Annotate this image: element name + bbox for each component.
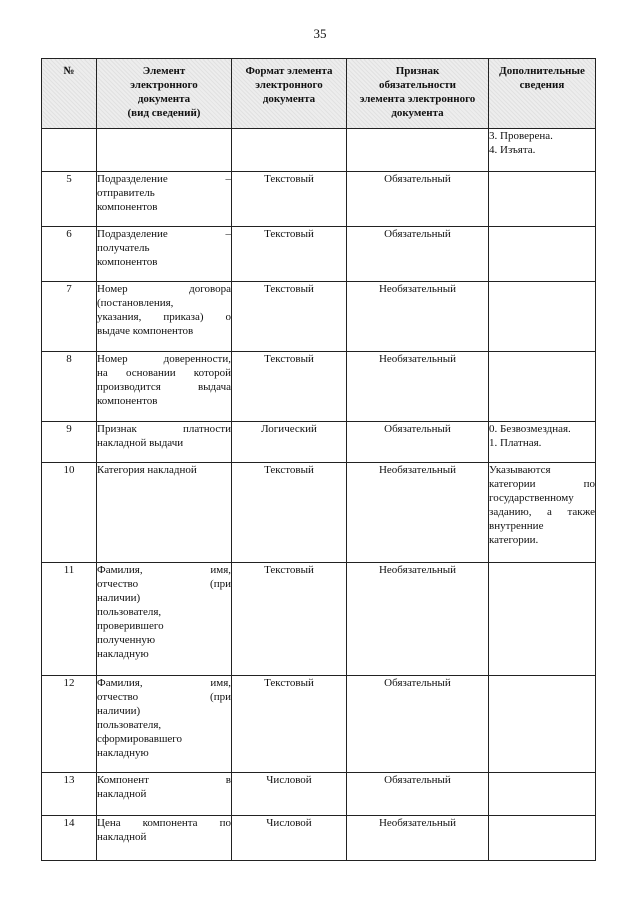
element-name-line: Подразделение –: [97, 173, 231, 185]
element-name-line: отчество (при: [97, 691, 231, 703]
element-name-cell: [97, 773, 232, 816]
element-name-line: Цена компонента по: [97, 817, 231, 829]
element-name-line: Компонент в: [97, 774, 231, 786]
header-extra: [489, 59, 596, 129]
row-number: 11: [42, 563, 97, 676]
element-name-line: указания, приказа) о: [97, 311, 231, 323]
row-number: [42, 129, 97, 172]
extra-info-line: заданию, а также: [489, 506, 595, 518]
element-name-line: Подразделение –: [97, 228, 231, 240]
header-required-line: документа: [391, 107, 444, 119]
document-table: [41, 58, 596, 861]
format-cell: Текстовый: [232, 282, 347, 352]
header-element-line: электронного: [130, 79, 198, 91]
header-format-line: Формат элемента: [245, 65, 333, 77]
element-name-line: получатель: [97, 242, 150, 254]
required-cell: Обязательный: [347, 227, 489, 282]
extra-info-cell: [489, 352, 596, 422]
required-cell: Обязательный: [347, 676, 489, 773]
table-row: [42, 563, 596, 676]
extra-info-cell: [489, 463, 596, 563]
extra-info-cell: [489, 676, 596, 773]
table-row: [42, 282, 596, 352]
table-row: [42, 352, 596, 422]
element-name-line: накладную: [97, 648, 149, 660]
header-element-line: (вид сведений): [127, 107, 201, 119]
header-format: [232, 59, 347, 129]
extra-info-cell: [489, 773, 596, 816]
extra-info-line: внутренние: [489, 520, 544, 532]
table-row: [42, 227, 596, 282]
row-number: 7: [42, 282, 97, 352]
format-cell: Текстовый: [232, 463, 347, 563]
element-name-line: Номер доверенности,: [97, 353, 231, 365]
header-required: [347, 59, 489, 129]
element-name-line: компонентов: [97, 395, 158, 407]
extra-info-cell: [489, 282, 596, 352]
element-name-line: Признак платности: [97, 423, 231, 435]
header-number-label: №: [63, 65, 75, 77]
element-name-cell: [97, 172, 232, 227]
row-number: 10: [42, 463, 97, 563]
extra-info-cell: [489, 172, 596, 227]
extra-info-cell: [489, 227, 596, 282]
extra-info-cell: [489, 563, 596, 676]
element-name-line: накладной: [97, 788, 147, 800]
element-name-line: отчество (при: [97, 578, 231, 590]
element-name-cell: [97, 816, 232, 861]
element-name-line: Номер договора: [97, 283, 231, 295]
header-format-line: документа: [262, 93, 316, 105]
extra-info-line: 1. Платная.: [489, 437, 542, 449]
element-name-cell: [97, 563, 232, 676]
element-name-line: компонентов: [97, 256, 158, 268]
table-row: [42, 463, 596, 563]
required-cell: Обязательный: [347, 422, 489, 463]
format-cell: Числовой: [232, 773, 347, 816]
required-cell: Необязательный: [347, 463, 489, 563]
row-number: 9: [42, 422, 97, 463]
element-name-line: на основании которой: [97, 367, 231, 379]
element-name-line: отправитель: [97, 187, 155, 199]
element-name-line: сформировавшего: [97, 733, 183, 745]
header-element: [97, 59, 232, 129]
element-name-line: накладной выдачи: [97, 437, 184, 449]
element-name-line: накладной: [97, 831, 147, 843]
required-cell: Необязательный: [347, 352, 489, 422]
table-header-row: [42, 59, 596, 129]
required-cell: Обязательный: [347, 773, 489, 816]
element-name-cell: [97, 352, 232, 422]
element-name-cell: [97, 227, 232, 282]
header-required-line: элемента электронного: [359, 93, 476, 105]
required-cell: Необязательный: [347, 816, 489, 861]
element-name-cell: [97, 676, 232, 773]
header-format-line: электронного: [255, 79, 323, 91]
extra-info-cell: [489, 422, 596, 463]
page-number: 35: [313, 26, 327, 41]
extra-info-line: категории по: [489, 478, 595, 490]
required-cell: Необязательный: [347, 563, 489, 676]
required-cell: Обязательный: [347, 172, 489, 227]
element-name-line: пользователя,: [97, 606, 162, 618]
element-name-cell: [97, 463, 232, 563]
extra-info-cell: [489, 129, 596, 172]
row-number: 14: [42, 816, 97, 861]
header-extra-line: сведения: [519, 79, 565, 91]
table-row: [42, 773, 596, 816]
extra-info-cell: [489, 816, 596, 861]
element-name-line: пользователя,: [97, 719, 162, 731]
required-cell: Необязательный: [347, 282, 489, 352]
extra-info-line: государственному: [489, 492, 574, 504]
element-name-line: Фамилия, имя,: [97, 677, 231, 689]
format-cell: Текстовый: [232, 676, 347, 773]
header-element-line: Элемент: [142, 65, 186, 77]
element-name-line: производится выдача: [97, 381, 231, 393]
format-cell: Текстовый: [232, 352, 347, 422]
row-number: 13: [42, 773, 97, 816]
required-cell: [347, 129, 489, 172]
extra-info-line: 3. Проверена.: [489, 130, 553, 142]
table-row: [42, 816, 596, 861]
row-number: 8: [42, 352, 97, 422]
element-name-line: компонентов: [97, 201, 158, 213]
header-number: [42, 59, 97, 129]
table-row: [42, 676, 596, 773]
header-extra-line: Дополнительные: [499, 65, 585, 77]
element-name-line: Категория накладной: [97, 464, 197, 476]
element-name-line: накладную: [97, 747, 149, 759]
extra-info-line: 4. Изъята.: [489, 144, 536, 156]
element-name-line: полученную: [97, 634, 156, 646]
header-element-line: документа: [137, 93, 191, 105]
header-required-line: Признак: [395, 65, 440, 77]
extra-info-line: категории.: [489, 534, 539, 546]
element-name-line: наличии): [97, 705, 141, 717]
extra-info-line: Указываются: [489, 464, 551, 476]
format-cell: Текстовый: [232, 563, 347, 676]
element-name-line: проверившего: [97, 620, 164, 632]
format-cell: Текстовый: [232, 227, 347, 282]
row-number: 12: [42, 676, 97, 773]
format-cell: Логический: [232, 422, 347, 463]
row-number: 6: [42, 227, 97, 282]
element-name-line: наличии): [97, 592, 141, 604]
element-name-cell: [97, 422, 232, 463]
element-name-line: выдаче компонентов: [97, 325, 194, 337]
element-name-cell: [97, 129, 232, 172]
table-body: [42, 129, 596, 861]
format-cell: Числовой: [232, 816, 347, 861]
table-row: [42, 129, 596, 172]
table-row: [42, 422, 596, 463]
row-number: 5: [42, 172, 97, 227]
extra-info-line: 0. Безвозмездная.: [489, 423, 571, 435]
format-cell: [232, 129, 347, 172]
element-name-line: Фамилия, имя,: [97, 564, 231, 576]
element-name-cell: [97, 282, 232, 352]
format-cell: Текстовый: [232, 172, 347, 227]
table-row: [42, 172, 596, 227]
header-required-line: обязательности: [378, 79, 457, 91]
element-name-line: (постановления,: [97, 297, 174, 309]
